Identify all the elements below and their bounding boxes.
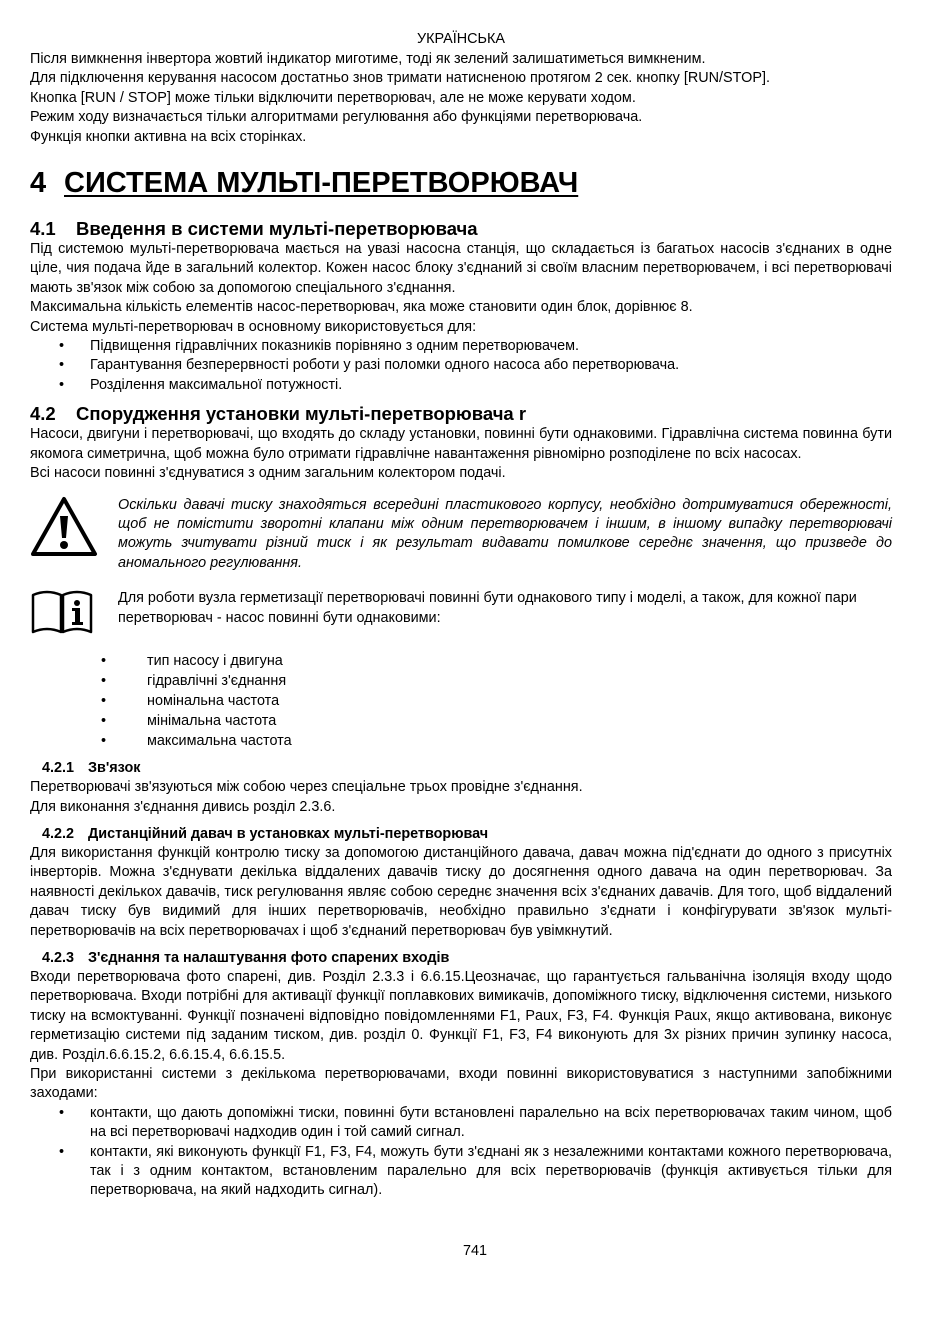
intro-block — [30, 50, 892, 147]
section-heading-4-2 — [30, 403, 892, 425]
paragraph: Насоси, двигуни і перетворювачі, що входять до складу установки, повинні бути однаковими. Гідравлічна система повинна бути якомога симетрична, щоб можна було отримати гідравлічне навантаження рівномірно розподілене по всіх насосах. — [30, 426, 892, 462]
intro-line: Режим ходу визначається тільки алгоритмами регулювання або функціями перетворювача. — [30, 109, 643, 126]
chapter-heading — [30, 166, 892, 200]
bullet-list — [30, 651, 892, 751]
intro-line: Після вимкнення інвертора жовтий індикатор миготиме, тоді як зелений залишатиметься вимкненим. — [30, 51, 706, 67]
subsection-number: 4.2.2 — [42, 825, 75, 842]
info-text: Для роботи вузла герметизації перетворювачі повинні бути однакового типу і моделі, а також, для кожної пари перетворювач - насос повинні бути однаковими: — [118, 590, 857, 626]
subsection-title: Дистанційний давач в установках мульті-перетворювач — [88, 825, 489, 842]
list-item: • Підвищення гідравлічних показників порівняно з одним перетворювачем. — [30, 337, 892, 356]
paragraph: Всі насоси повинні з'єднуватися з одним загальним колектором подачі. — [30, 465, 506, 482]
subsection-heading-4-2-2 — [42, 825, 892, 844]
list-item: • гідравлічні з'єднання — [30, 671, 892, 691]
list-item: • максимальна частота — [30, 731, 892, 751]
info-note — [30, 589, 892, 639]
warning-note — [30, 496, 892, 574]
paragraph: Перетворювачі зв'язуються між собою через спеціальне трьох провідне з'єднання. — [30, 779, 583, 796]
list-item: • Гарантування безперервності роботи у разі поломки одного насоса або перетворювача. — [30, 356, 892, 375]
bullet-list — [30, 337, 892, 395]
document-page — [30, 30, 892, 1201]
paragraph: Під системою мульті-перетворювача мається на увазі насосна станція, що складається із багатьох насосів з'єднаних в одне ціле, чия подача йде в загальний колектор. Кожен насос блоку з'єднаний зі своїм власним перетворювачем, і всі перетворювачі мають зв'язок між собою за допомогою спеціального з'єднання. — [30, 241, 892, 296]
list-item: • контакти, що дають допоміжні тиски, повинні бути встановлені паралельно на всіх перетворювачах таким чином, щоб на всі перетворювачі надходив один і той самий сигнал. — [30, 1104, 892, 1143]
section-title: Спорудження установки мульті-перетворювача r — [76, 403, 527, 425]
intro-line: Для підключення керування насосом достатньо знов тримати натисненою протягом 2 сек. кнопку [RUN/STOP]. — [30, 70, 770, 87]
subsection-heading-4-2-1 — [42, 759, 892, 778]
paragraph: При використанні системи з декількома перетворювачами, входи повинні використовуватися з наступними запобіжними заходами: — [30, 1066, 892, 1102]
section-number: 4.2 — [30, 403, 56, 425]
intro-line: Кнопка [RUN / STOP] може тільки відключити перетворювач, але не може керувати ходом. — [30, 89, 636, 106]
section-title: Введення в системи мульті-перетворювача — [76, 218, 478, 240]
chapter-number: 4 — [30, 167, 47, 200]
page-number: 741 — [462, 1243, 487, 1259]
list-item: • Розділення максимальної потужності. — [30, 376, 892, 395]
list-item: • мінімальна частота — [30, 711, 892, 731]
section-heading-4-1 — [30, 218, 892, 240]
paragraph: Максимальна кількість елементів насос-перетворювач, яка може становити один блок, дорівнює 8. — [30, 299, 693, 316]
subsection-number: 4.2.3 — [42, 949, 75, 966]
subsection-title: З'єднання та налаштування фото спарених входів — [88, 949, 450, 966]
list-item: • контакти, які виконують функції F1, F3, F4, можуть бути з'єднані як з незалежними контактами кожного перетворювача, так і з одним контактом, встановленим паралельно для всіх перетворювачів (функція активується тільки для перетворювача, на який надходить сигнал). — [30, 1143, 892, 1201]
chapter-title: СИСТЕМА МУЛЬТІ-ПЕРЕТВОРЮВАЧ — [64, 167, 579, 200]
info-book-icon — [30, 589, 118, 639]
intro-line: Функція кнопки активна на всіх сторінках. — [30, 128, 307, 145]
warning-triangle-icon — [30, 496, 118, 562]
paragraph: Для використання функцій контролю тиску за допомогою дистанційного давача, давач можна під'єднати до одного з присутніх інверторів. Можна з'єднувати декілька віддалених давачів тиску до досягнення одного давача на один перетворювач. За наявності декількох давачів, тиск регулювання являє собою середнє значення всіх з'єднаних давачів. Для того, щоб віддалений давач тиску був видимий для інших перетворювачів, необхідно правильно з'єднати і конфігурувати зв'язок мульті-перетворювачів на всіх перетворювачах і щоб з'єднаний перетворювач був увімкнутий. — [30, 844, 892, 939]
paragraph: Для виконання з'єднання дивись розділ 2.3.6. — [30, 798, 336, 815]
subsection-number: 4.2.1 — [42, 760, 75, 777]
subsection-title: Зв'язок — [88, 760, 141, 777]
language-header: УКРАЇНСЬКА — [417, 31, 505, 47]
subsection-heading-4-2-3 — [42, 949, 892, 968]
warning-text: Оскільки давачі тиску знаходяться всередині пластикового корпусу, необхідно дотримуватися обережності, щоб не помістити зворотні клапани між одним перетворювачем і іншим, в іншому випадку перетворювачі можуть зчитувати різний тиск і як результат видавати помилкове середнє значення, що призведе до аномального регулювання. — [118, 496, 892, 571]
bullet-list — [30, 1104, 892, 1201]
paragraph: Система мульті-перетворювач в основному використовується для: — [30, 318, 477, 335]
list-item: • тип насосу і двигуна — [30, 651, 892, 671]
paragraph: Входи перетворювача фото спарені, див. Розділ 2.3.3 і 6.6.15.Цеозначає, що гарантується гальванічна ізоляція входу щодо перетворювача. Входи потрібні для активації функції поплавкових вимикачів, допоміжного тиску, відключення системи, низького тиску на всмоктуванні. Функції позначені відповідно повідомленнями F1, Paux, F3, F4. Функція Paux, якщо активована, виконує герметизацію системи під заданим тиском, див. розділ 0. Функції F1, F3, F4 виконують для 3х різних причин зупинку насоса, див. Розділ.6.6.15.2, 6.6.15.4, 6.6.15.5. — [30, 968, 892, 1063]
list-item: • номінальна частота — [30, 691, 892, 711]
section-number: 4.1 — [30, 218, 56, 240]
